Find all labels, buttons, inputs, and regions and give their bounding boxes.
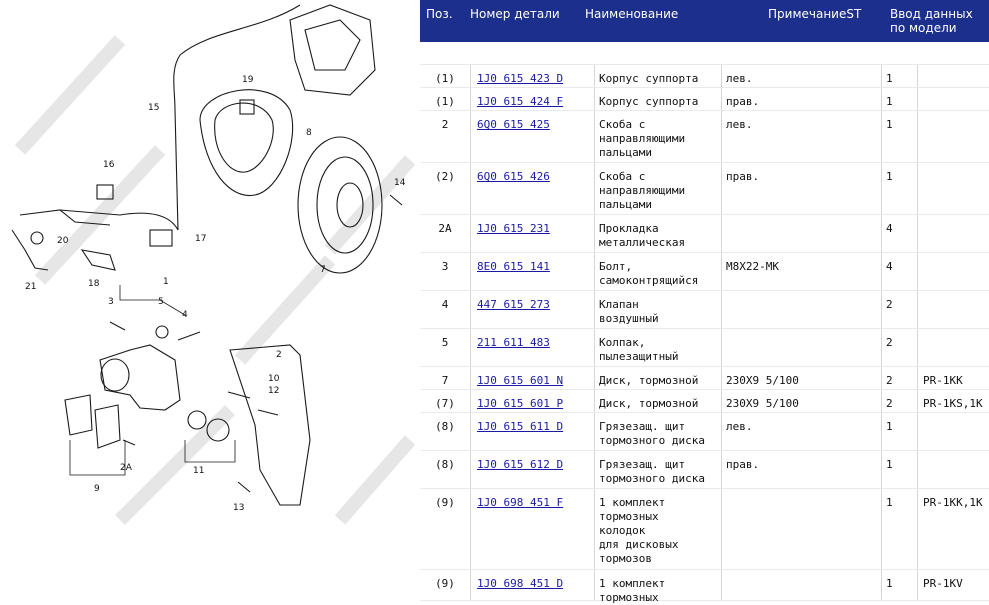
caliper-housing bbox=[100, 345, 180, 410]
row-pos: 2 bbox=[441, 118, 449, 131]
row-name-cell bbox=[595, 291, 722, 328]
row-part-number-cell bbox=[471, 215, 595, 252]
row-name-cell bbox=[595, 329, 722, 366]
row-name-cell bbox=[595, 253, 722, 290]
parts-table bbox=[420, 0, 989, 604]
row-qty-cell bbox=[882, 489, 918, 569]
callout-19: 19 bbox=[242, 75, 254, 85]
row-name-cell bbox=[595, 88, 722, 110]
row-pos-cell bbox=[420, 65, 471, 87]
part-number-link[interactable]: 1J0 615 601 N bbox=[477, 374, 564, 387]
callout-21: 21 bbox=[25, 282, 37, 292]
row-qty: 4 bbox=[886, 260, 893, 273]
part-number-link[interactable]: 1J0 698 451 F bbox=[477, 496, 564, 509]
row-model-data-cell bbox=[918, 413, 989, 450]
header-pos: Поз. bbox=[426, 7, 453, 21]
row-pos-cell bbox=[420, 413, 471, 450]
watermark-strokes bbox=[20, 40, 410, 520]
row-pos-cell bbox=[420, 329, 471, 366]
part-number-link[interactable]: 1J0 615 611 D bbox=[477, 420, 564, 433]
row-pos-cell bbox=[420, 367, 471, 389]
row-qty: 1 bbox=[886, 170, 893, 183]
row-note-cell bbox=[722, 451, 882, 488]
row-note: прав. bbox=[726, 458, 760, 471]
row-qty-cell bbox=[882, 570, 918, 600]
row-name: Диск, тормозной bbox=[599, 374, 699, 387]
row-note-cell bbox=[722, 253, 882, 290]
row-qty: 1 bbox=[886, 72, 893, 85]
row-model-data-cell bbox=[918, 329, 989, 366]
table-row bbox=[420, 489, 989, 570]
row-name-cell bbox=[595, 163, 722, 214]
row-name: Диск, тормозной bbox=[599, 397, 699, 410]
row-qty-cell bbox=[882, 367, 918, 389]
row-part-number-cell bbox=[471, 390, 595, 412]
callout-3: 3 bbox=[108, 297, 114, 307]
row-qty-cell bbox=[882, 65, 918, 87]
row-qty: 1 bbox=[886, 577, 893, 590]
row-qty: 2 bbox=[886, 298, 893, 311]
row-part-number-cell bbox=[471, 88, 595, 110]
row-name-cell bbox=[595, 451, 722, 488]
part-number-link[interactable]: 447 615 273 bbox=[477, 298, 550, 311]
part-number-link[interactable]: 1J0 615 231 bbox=[477, 222, 550, 235]
part-number-link[interactable]: 1J0 615 423 D bbox=[477, 72, 564, 85]
table-body bbox=[420, 64, 989, 604]
callout-17: 17 bbox=[195, 234, 207, 244]
callout-13: 13 bbox=[233, 503, 245, 513]
row-part-number-cell bbox=[471, 65, 595, 87]
callout-15: 15 bbox=[148, 103, 160, 113]
row-model-data: PR-1KK bbox=[923, 374, 963, 387]
brake-assembly-drawing bbox=[0, 0, 415, 589]
part-number-link[interactable]: 6Q0 615 425 bbox=[477, 118, 550, 131]
row-model-data-cell bbox=[918, 451, 989, 488]
row-pos-cell bbox=[420, 570, 471, 600]
row-qty-cell bbox=[882, 215, 918, 252]
caliper-top-shape bbox=[290, 5, 375, 95]
header-name: Наименование bbox=[585, 7, 679, 21]
row-model-data-cell bbox=[918, 88, 989, 110]
row-pos: (8) bbox=[435, 420, 455, 433]
table-row bbox=[420, 65, 989, 88]
row-qty: 1 bbox=[886, 496, 893, 509]
callout-11: 11 bbox=[193, 466, 205, 476]
table-row bbox=[420, 88, 989, 111]
row-name-cell bbox=[595, 367, 722, 389]
row-qty: 2 bbox=[886, 374, 893, 387]
row-pos: (8) bbox=[435, 458, 455, 471]
row-name: 1 комплект тормозных колодок для дисковых тормозов bbox=[599, 496, 679, 565]
row-model-data-cell bbox=[918, 65, 989, 87]
row-pos-cell bbox=[420, 390, 471, 412]
callout-10: 10 bbox=[268, 374, 280, 384]
row-note-cell bbox=[722, 215, 882, 252]
row-qty-cell bbox=[882, 291, 918, 328]
row-model-data-cell bbox=[918, 367, 989, 389]
callout-4: 4 bbox=[182, 310, 188, 320]
row-pos-cell bbox=[420, 163, 471, 214]
row-pos: (9) bbox=[435, 577, 455, 590]
callout-16: 16 bbox=[103, 160, 115, 170]
row-note-cell bbox=[722, 329, 882, 366]
row-name: Болт, самоконтрящийся bbox=[599, 260, 699, 287]
row-pos-cell bbox=[420, 451, 471, 488]
table-row bbox=[420, 367, 989, 390]
row-qty-cell bbox=[882, 253, 918, 290]
row-part-number-cell bbox=[471, 253, 595, 290]
row-pos-cell bbox=[420, 215, 471, 252]
row-qty-cell bbox=[882, 413, 918, 450]
exploded-parts-diagram bbox=[0, 0, 415, 589]
callout-5: 5 bbox=[158, 297, 164, 307]
part-number-link[interactable]: 8E0 615 141 bbox=[477, 260, 550, 273]
row-note: 230X9 5/100 bbox=[726, 397, 799, 410]
row-note: M8X22-MK bbox=[726, 260, 779, 273]
row-pos-cell bbox=[420, 111, 471, 162]
row-pos-cell bbox=[420, 253, 471, 290]
callout-14: 14 bbox=[394, 178, 406, 188]
table-row bbox=[420, 570, 989, 604]
row-name: Скоба с направляющими пальцами bbox=[599, 170, 686, 211]
row-qty: 1 bbox=[886, 420, 893, 433]
row-name-cell bbox=[595, 215, 722, 252]
row-qty: 2 bbox=[886, 336, 893, 349]
callout-2a: 2A bbox=[120, 463, 132, 473]
row-note-cell bbox=[722, 163, 882, 214]
row-note: лев. bbox=[726, 72, 753, 85]
row-note-cell bbox=[722, 367, 882, 389]
row-pos: (1) bbox=[435, 72, 455, 85]
row-name-cell bbox=[595, 65, 722, 87]
row-part-number-cell bbox=[471, 329, 595, 366]
part-number-link[interactable]: 211 611 483 bbox=[477, 336, 550, 349]
row-qty-cell bbox=[882, 163, 918, 214]
part-number-link[interactable]: 6Q0 615 426 bbox=[477, 170, 550, 183]
row-pos-cell bbox=[420, 88, 471, 110]
part-number-link[interactable]: 1J0 615 612 D bbox=[477, 458, 564, 471]
row-part-number-cell bbox=[471, 111, 595, 162]
row-note: лев. bbox=[726, 420, 753, 433]
row-pos: (2) bbox=[435, 170, 455, 183]
callout-18: 18 bbox=[88, 279, 100, 289]
row-note: лев. bbox=[726, 118, 753, 131]
dust-shield bbox=[200, 90, 293, 196]
table-row bbox=[420, 390, 989, 413]
table-row bbox=[420, 253, 989, 291]
table-row bbox=[420, 329, 989, 367]
row-model-data: PR-1KS,1K bbox=[923, 397, 983, 410]
row-qty: 1 bbox=[886, 118, 893, 131]
row-note-cell bbox=[722, 291, 882, 328]
caliper-bracket bbox=[230, 345, 310, 505]
row-name-cell bbox=[595, 390, 722, 412]
row-part-number-cell bbox=[471, 163, 595, 214]
row-name: Корпус суппорта bbox=[599, 95, 699, 108]
row-part-number-cell bbox=[471, 367, 595, 389]
row-part-number-cell bbox=[471, 413, 595, 450]
callout-7: 7 bbox=[320, 265, 326, 275]
row-model-data-cell bbox=[918, 489, 989, 569]
row-model-data-cell bbox=[918, 291, 989, 328]
table-row bbox=[420, 451, 989, 489]
row-qty-cell bbox=[882, 329, 918, 366]
row-note-cell bbox=[722, 390, 882, 412]
callout-9: 9 bbox=[94, 484, 100, 494]
row-pos: 2A bbox=[438, 222, 452, 235]
table-row bbox=[420, 215, 989, 253]
row-name: Колпак, пылезащитный bbox=[599, 336, 679, 363]
row-name-cell bbox=[595, 413, 722, 450]
row-note-cell bbox=[722, 111, 882, 162]
row-part-number-cell bbox=[471, 291, 595, 328]
row-qty-cell bbox=[882, 88, 918, 110]
row-pos-cell bbox=[420, 291, 471, 328]
row-model-data-cell bbox=[918, 253, 989, 290]
row-note: прав. bbox=[726, 95, 760, 108]
row-qty-cell bbox=[882, 111, 918, 162]
row-pos: 7 bbox=[441, 374, 449, 387]
row-qty: 1 bbox=[886, 458, 893, 471]
row-model-data: PR-1KK,1K bbox=[923, 496, 983, 509]
row-qty: 1 bbox=[886, 95, 893, 108]
row-name: Скоба с направляющими пальцами bbox=[599, 118, 686, 159]
header-note: ПримечаниеST bbox=[768, 7, 862, 21]
row-note-cell bbox=[722, 489, 882, 569]
row-name: Грязезащ. щит тормозного диска bbox=[599, 458, 705, 485]
row-note: 230X9 5/100 bbox=[726, 374, 799, 387]
row-name: Корпус суппорта bbox=[599, 72, 699, 85]
row-name: Клапан воздушный bbox=[599, 298, 659, 325]
brake-pad bbox=[65, 395, 92, 435]
row-qty: 4 bbox=[886, 222, 893, 235]
row-pos-cell bbox=[420, 489, 471, 569]
table-row bbox=[420, 111, 989, 163]
callout-8: 8 bbox=[306, 128, 312, 138]
table-header bbox=[420, 0, 989, 42]
row-pos: (7) bbox=[435, 397, 455, 410]
row-name: Прокладка металлическая bbox=[599, 222, 686, 249]
table-row bbox=[420, 291, 989, 329]
row-model-data-cell bbox=[918, 570, 989, 600]
table-row bbox=[420, 413, 989, 451]
callout-1: 1 bbox=[163, 277, 169, 287]
part-number-link[interactable]: 1J0 615 601 P bbox=[477, 397, 564, 410]
part-number-link[interactable]: 1J0 615 424 F bbox=[477, 95, 564, 108]
row-part-number-cell bbox=[471, 570, 595, 600]
part-number-link[interactable]: 1J0 698 451 D bbox=[477, 577, 564, 590]
row-model-data: PR-1KV bbox=[923, 577, 963, 590]
row-name-cell bbox=[595, 570, 722, 604]
row-model-data-cell bbox=[918, 390, 989, 412]
row-pos: 3 bbox=[441, 260, 449, 273]
row-note-cell bbox=[722, 88, 882, 110]
header-model-data: Ввод данных по модели bbox=[890, 7, 973, 35]
row-qty-cell bbox=[882, 451, 918, 488]
row-name: 1 комплект тормозных bbox=[599, 577, 666, 604]
row-model-data-cell bbox=[918, 215, 989, 252]
row-pos: (9) bbox=[435, 496, 455, 509]
brake-hose bbox=[174, 5, 300, 110]
row-note-cell bbox=[722, 570, 882, 600]
callout-2: 2 bbox=[276, 350, 282, 360]
row-name-cell bbox=[595, 489, 722, 569]
row-note: прав. bbox=[726, 170, 760, 183]
callout-20: 20 bbox=[57, 236, 69, 246]
row-note-cell bbox=[722, 413, 882, 450]
row-note-cell bbox=[722, 65, 882, 87]
table-row bbox=[420, 163, 989, 215]
row-part-number-cell bbox=[471, 451, 595, 488]
row-name-cell bbox=[595, 111, 722, 162]
header-part-number: Номер детали bbox=[470, 7, 560, 21]
row-qty-cell bbox=[882, 390, 918, 412]
callout-12: 12 bbox=[268, 386, 280, 396]
row-model-data-cell bbox=[918, 163, 989, 214]
row-part-number-cell bbox=[471, 489, 595, 569]
row-model-data-cell bbox=[918, 111, 989, 162]
row-qty: 2 bbox=[886, 397, 893, 410]
header-spacer bbox=[420, 42, 989, 64]
row-pos: 4 bbox=[441, 298, 449, 311]
row-pos: (1) bbox=[435, 95, 455, 108]
row-pos: 5 bbox=[441, 336, 449, 349]
row-name: Грязезащ. щит тормозного диска bbox=[599, 420, 705, 447]
